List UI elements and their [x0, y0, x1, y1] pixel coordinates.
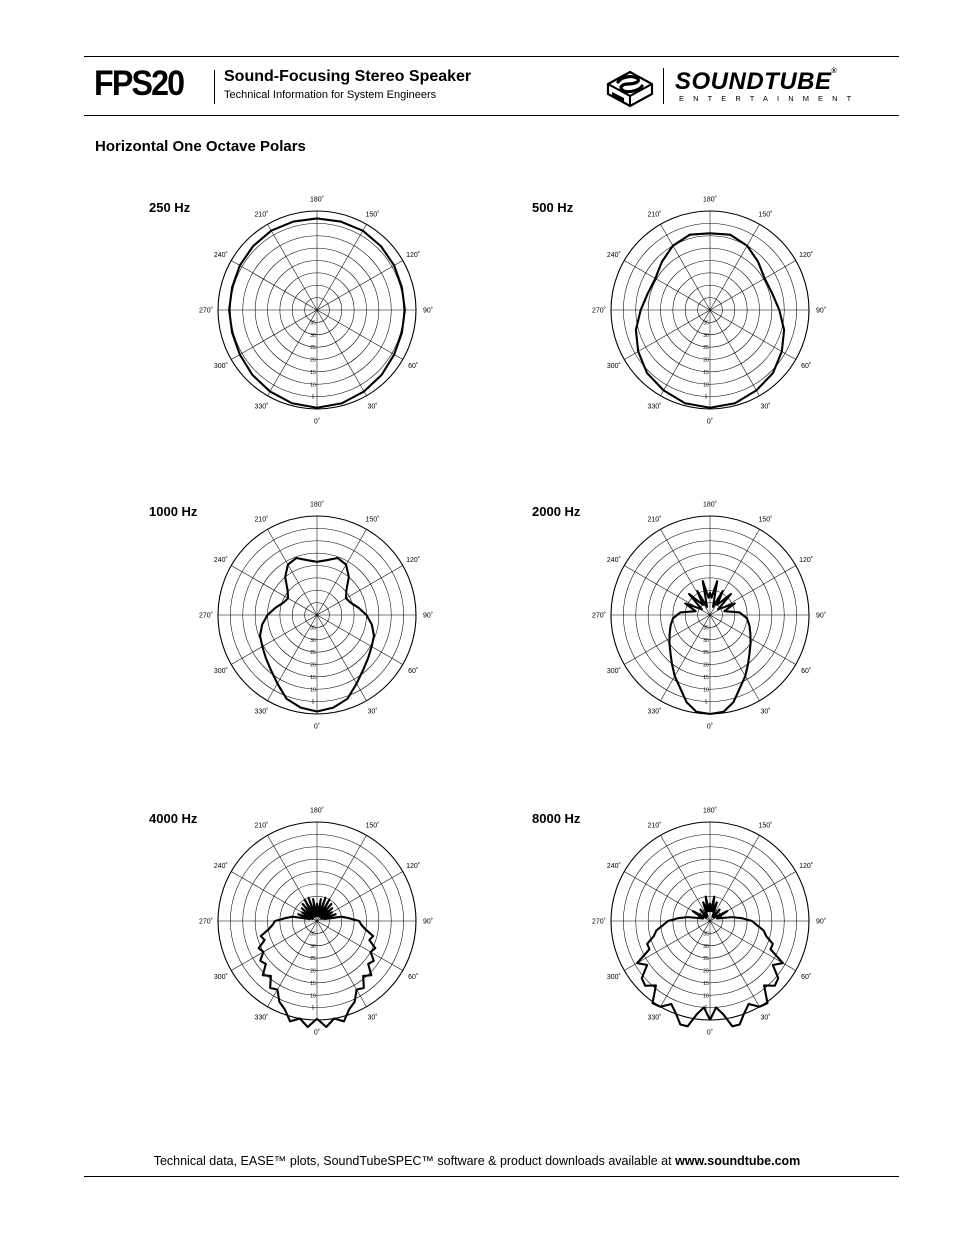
polar-angle-label: 240˚ [213, 863, 228, 870]
polar-angle-label: 210˚ [647, 211, 662, 219]
polar-radial-label: 20 [703, 662, 709, 669]
polar-angle-label: 210˚ [254, 516, 269, 524]
polar-radial-label: 35 [703, 320, 709, 327]
section-title: Horizontal One Octave Polars [95, 138, 306, 155]
polar-radial-label: 30 [703, 943, 709, 950]
polar-spoke [231, 921, 317, 971]
polar-angle-label: 60˚ [801, 668, 812, 675]
polar-spoke [317, 615, 403, 665]
model-name: FPS20 [94, 64, 184, 103]
polar-angle-label: 330˚ [254, 708, 269, 716]
polar-angle-label: 330˚ [254, 403, 269, 411]
polar-spoke [317, 261, 403, 311]
polar-radial-label: 30 [703, 332, 709, 339]
polar-angle-label: 180˚ [309, 807, 325, 815]
polar-radial-label: 15 [310, 980, 316, 987]
polar-radial-label: 10 [703, 382, 709, 389]
polar-radial-label: 15 [703, 369, 709, 376]
polar-angle-label: 0˚ [313, 418, 321, 426]
polar-radial-label: 10 [310, 993, 316, 1000]
polar-radial-label: 30 [703, 637, 709, 644]
polar-angle-label: 120˚ [406, 863, 421, 870]
polar-angle-label: 150˚ [758, 822, 773, 830]
polar-angle-label: 30˚ [760, 1014, 771, 1022]
polar-radial-label: 30 [310, 332, 316, 339]
polar-angle-label: 0˚ [313, 723, 321, 731]
polar-angle-label: 330˚ [647, 403, 662, 411]
footer-link[interactable]: www.soundtube.com [675, 1154, 801, 1168]
brand-wordmark: SOUNDTUBE [675, 68, 832, 95]
polar-angle-label: 210˚ [647, 516, 662, 524]
polar-angle-label: 270˚ [591, 307, 607, 315]
polar-title-250hz: 250 Hz [149, 200, 191, 215]
polar-angle-label: 120˚ [799, 863, 814, 870]
polar-title-1000hz: 1000 Hz [149, 504, 198, 519]
polar-spoke [624, 615, 710, 665]
polar-radial-label: 25 [703, 956, 709, 963]
polar-radial-label: 20 [310, 357, 316, 364]
polar-angle-label: 180˚ [702, 807, 718, 815]
polar-spoke [710, 615, 796, 665]
polar-angle-label: 210˚ [254, 822, 269, 830]
polar-radial-label: 15 [703, 674, 709, 681]
polar-plot-4000hz [187, 791, 447, 1051]
polar-radial-label: 5 [311, 1005, 315, 1012]
polar-radial-label: 25 [703, 345, 709, 352]
polar-angle-label: 120˚ [406, 557, 421, 564]
polar-angle-label: 240˚ [213, 252, 228, 259]
polar-angle-label: 180˚ [702, 501, 718, 509]
polar-angle-label: 60˚ [408, 974, 419, 981]
polar-angle-label: 270˚ [198, 307, 214, 315]
polar-radial-label: 5 [311, 394, 315, 401]
polar-title-500hz: 500 Hz [532, 200, 574, 215]
polar-title-2000hz: 2000 Hz [532, 504, 581, 519]
polar-angle-label: 330˚ [254, 1014, 269, 1022]
polar-spoke [317, 224, 367, 310]
polar-spoke [317, 615, 367, 701]
polar-angle-label: 60˚ [408, 668, 419, 675]
polar-angle-label: 210˚ [647, 822, 662, 830]
polar-angle-label: 180˚ [309, 196, 325, 204]
polar-angle-label: 0˚ [706, 723, 714, 731]
polar-angle-label: 60˚ [408, 363, 419, 370]
polar-angle-label: 270˚ [591, 612, 607, 620]
polar-radial-label: 35 [310, 320, 316, 327]
polar-angle-label: 90˚ [422, 612, 434, 620]
polar-spoke [710, 615, 760, 701]
polar-angle-label: 60˚ [801, 974, 812, 981]
polar-angle-label: 240˚ [213, 557, 228, 564]
soundtube-logo-icon [604, 66, 656, 108]
polar-radial-label: 30 [310, 943, 316, 950]
header-top-rule [84, 56, 899, 57]
polar-plot-250hz [187, 180, 447, 440]
product-name: Sound-Focusing Stereo Speaker [224, 68, 472, 85]
polar-radial-label: 5 [704, 699, 708, 706]
polar-spoke [268, 224, 318, 310]
polar-angle-label: 120˚ [799, 557, 814, 564]
polar-angle-label: 240˚ [606, 863, 621, 870]
polar-angle-label: 0˚ [706, 1029, 714, 1037]
polar-angle-label: 0˚ [313, 1029, 321, 1037]
polar-radial-label: 15 [310, 369, 316, 376]
polar-radial-label: 20 [703, 968, 709, 975]
polar-radial-label: 25 [310, 345, 316, 352]
polar-radial-label: 25 [310, 650, 316, 657]
polar-radial-label: 15 [703, 980, 709, 987]
polar-radial-label: 35 [310, 931, 316, 938]
polar-radial-label: 10 [703, 687, 709, 694]
polar-plot-1000hz [187, 485, 447, 745]
polar-angle-label: 300˚ [213, 363, 228, 370]
polar-spoke [624, 261, 710, 311]
polar-angle-label: 150˚ [365, 211, 380, 219]
polar-angle-label: 300˚ [606, 974, 621, 981]
footer-rule [84, 1176, 899, 1177]
polar-radial-label: 25 [703, 650, 709, 657]
polar-angle-label: 300˚ [213, 974, 228, 981]
polar-plot-500hz [580, 180, 840, 440]
polar-spoke [710, 310, 760, 396]
polar-radial-label: 10 [310, 382, 316, 389]
polar-angle-label: 330˚ [647, 708, 662, 716]
polar-radial-label: 20 [310, 662, 316, 669]
polar-angle-label: 90˚ [815, 307, 827, 315]
polar-angle-label: 210˚ [254, 211, 269, 219]
polar-angle-label: 300˚ [606, 668, 621, 675]
logo-divider [663, 68, 664, 104]
polar-radial-label: 20 [703, 357, 709, 364]
polar-radial-label: 5 [704, 394, 708, 401]
polar-angle-label: 180˚ [702, 196, 718, 204]
footer-note [0, 1154, 954, 1168]
polar-radial-label: 25 [310, 956, 316, 963]
polar-radial-label: 35 [703, 625, 709, 632]
product-subtitle: Technical Information for System Engineers [224, 89, 437, 101]
polar-spoke [268, 529, 318, 615]
polar-radial-label: 15 [310, 674, 316, 681]
polar-angle-label: 180˚ [309, 501, 325, 509]
polar-spoke [317, 310, 367, 396]
header-bottom-rule [84, 115, 899, 116]
polar-radial-label: 35 [310, 625, 316, 632]
polar-angle-label: 0˚ [706, 418, 714, 426]
brand-tagline: ENTERTAINMENT [679, 94, 861, 103]
polar-spoke [231, 310, 317, 360]
polar-angle-label: 150˚ [758, 211, 773, 219]
polar-angle-label: 240˚ [606, 557, 621, 564]
header-divider [214, 70, 215, 104]
polar-plot-8000hz [580, 791, 840, 1051]
polar-radial-label: 5 [311, 699, 315, 706]
polar-angle-label: 150˚ [365, 516, 380, 524]
registered-mark: ® [831, 68, 838, 75]
polar-radial-label: 20 [310, 968, 316, 975]
polar-plot-2000hz [580, 485, 840, 745]
polar-spoke [317, 921, 367, 1007]
polar-radial-label: 5 [704, 1005, 708, 1012]
polar-spoke [317, 529, 367, 615]
polar-spoke [710, 921, 760, 1007]
polar-radial-label: 10 [703, 993, 709, 1000]
polar-angle-label: 60˚ [801, 363, 812, 370]
polar-angle-label: 240˚ [606, 252, 621, 259]
polar-radial-label: 35 [703, 931, 709, 938]
polar-title-8000hz: 8000 Hz [532, 811, 581, 826]
polar-angle-label: 30˚ [760, 708, 771, 716]
brand-name [675, 68, 837, 96]
footer-text: Technical data, EASE™ plots, SoundTubeSPEC™ software & product downloads available at [153, 1154, 676, 1168]
polar-angle-label: 30˚ [760, 403, 771, 411]
polar-spoke [231, 261, 317, 311]
polar-radial-label: 30 [310, 637, 316, 644]
polar-angle-label: 300˚ [606, 363, 621, 370]
polar-angle-label: 90˚ [422, 307, 434, 315]
polar-angle-label: 30˚ [367, 403, 378, 411]
polar-angle-label: 120˚ [799, 252, 814, 259]
polar-angle-label: 300˚ [213, 668, 228, 675]
polar-title-4000hz: 4000 Hz [149, 811, 198, 826]
polar-spoke [317, 921, 403, 971]
polar-radial-label: 10 [310, 687, 316, 694]
polar-angle-label: 150˚ [365, 822, 380, 830]
polar-angle-label: 90˚ [815, 612, 827, 620]
polar-angle-label: 330˚ [647, 1014, 662, 1022]
polar-spoke [710, 835, 760, 921]
polar-angle-label: 30˚ [367, 1014, 378, 1022]
polar-angle-label: 270˚ [198, 918, 214, 926]
polar-angle-label: 150˚ [758, 516, 773, 524]
polar-angle-label: 90˚ [815, 918, 827, 926]
polar-spoke [710, 261, 796, 311]
polar-angle-label: 270˚ [198, 612, 214, 620]
polar-angle-label: 120˚ [406, 252, 421, 259]
polar-angle-label: 270˚ [591, 918, 607, 926]
polar-spoke [231, 615, 317, 665]
polar-spoke [317, 310, 403, 360]
polar-angle-label: 90˚ [422, 918, 434, 926]
polar-angle-label: 30˚ [367, 708, 378, 716]
polar-spoke [661, 835, 711, 921]
